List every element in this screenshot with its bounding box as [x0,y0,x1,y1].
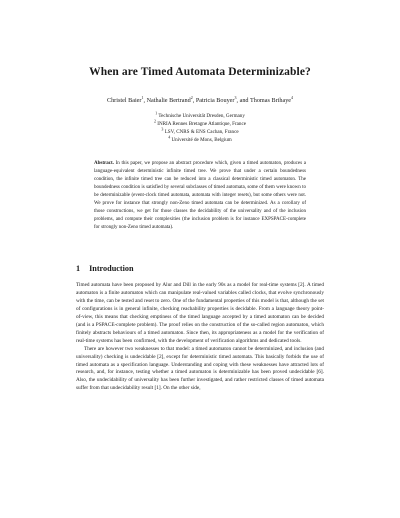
author-affiliation-mark: 4 [291,94,294,100]
paper-title: When are Timed Automata Determinizable? [89,66,311,78]
author-name: Patricia Bouyer [195,97,235,104]
body-paragraph: There are however two weaknesses to that model: a timed automaton cannot be determinized, and inclusion (and universality) checking is undecidable [2], except for deterministic timed automata. This basically forbids the use of timed automata as a specification language. Understanding and coping with these weaknesses have attracted lots of research, and, for instance, testing whether a timed automaton is determinizable has been proved undecidable [6]. Also, the undecidability of universality has been further investigated, and rather restricted classes of timed automata suffer from that undecidability result [1]. On the other side, [76,345,324,392]
body-paragraph: Timed automata have been proposed by Alur and Dill in the early 90s as a model for real-time systems [2]. A timed automaton is a finite automaton which can manipulate real-valued variables called clocks, that evolve synchronously with the time, can be tested and reset to zero. One of the fundamental properties of this model is that, although the set of configurations is in general infinite, checking reachability properties is decidable. From a language theory point-of-view, this means that checking emptiness of the timed language accepted by a timed automaton can be decided (and is a PSPACE-complete problem). The proof relies on the construction of the so-called region automaton, which finitely abstracts behaviours of a timed automaton. Since then, its appropriateness as a model for the verification of real-time systems has been confirmed, with the development of verification algorithms and dedicated tools. [76,282,324,344]
author-name: Nathalie Bertrand [146,97,191,104]
author-name: Christel Baier [106,97,142,104]
abstract-text: In this paper, we propose an abstract procedure which, given a timed automaton, produces a language-equivalent deterministic infinite timed tree. We prove that under a certain boundedness condition, the infinite timed tree can be reduced into a classical deterministic timed automaton. The boundedness condition is satisfied by several subclasses of timed automata, some of them were known to be determinizable (event-clock timed automata, automata with integer resets), but some others were not. We prove for instance that strongly non-Zeno timed automata can be determinized. As a corollary of those constructions, we get for those classes the decidability of the universality and of the inclusion problems, and compute their complexities (the inclusion problem is for instance EXPSPACE-complete for strongly non-Zeno timed automata). [94,161,307,230]
affiliation-number: 1 [155,110,158,116]
affiliation-text: Technische Universität Dresden, Germany [158,113,245,119]
section-title: Introduction [89,264,134,273]
affiliation-number: 4 [168,134,171,140]
author-list [0,94,400,104]
author-separator: , [143,97,147,104]
affiliation-number: 3 [161,126,164,132]
affiliation [0,134,400,145]
affiliation-text: INRIA Rennes Bretagne Atlantique, France [157,120,246,127]
affiliation-text: LSV, CNRS & ENS Cachan, France [164,128,239,135]
author-affiliation-mark: 3 [234,94,237,100]
section-body [76,282,324,393]
author-separator: , and [236,97,250,104]
affiliation-text: Université de Mons, Belgium [171,136,232,143]
affiliation-list [0,110,400,145]
affiliation-number: 2 [154,118,156,124]
section-number: 1 [76,264,81,273]
author-name: Thomas Brihaye [249,97,292,104]
author-affiliation-mark: 1 [141,94,144,100]
author-affiliation-mark: 2 [190,94,193,100]
abstract-label: Abstract. [94,161,114,166]
abstract [94,160,306,232]
author-separator: , [192,97,196,104]
section-heading [76,264,134,273]
